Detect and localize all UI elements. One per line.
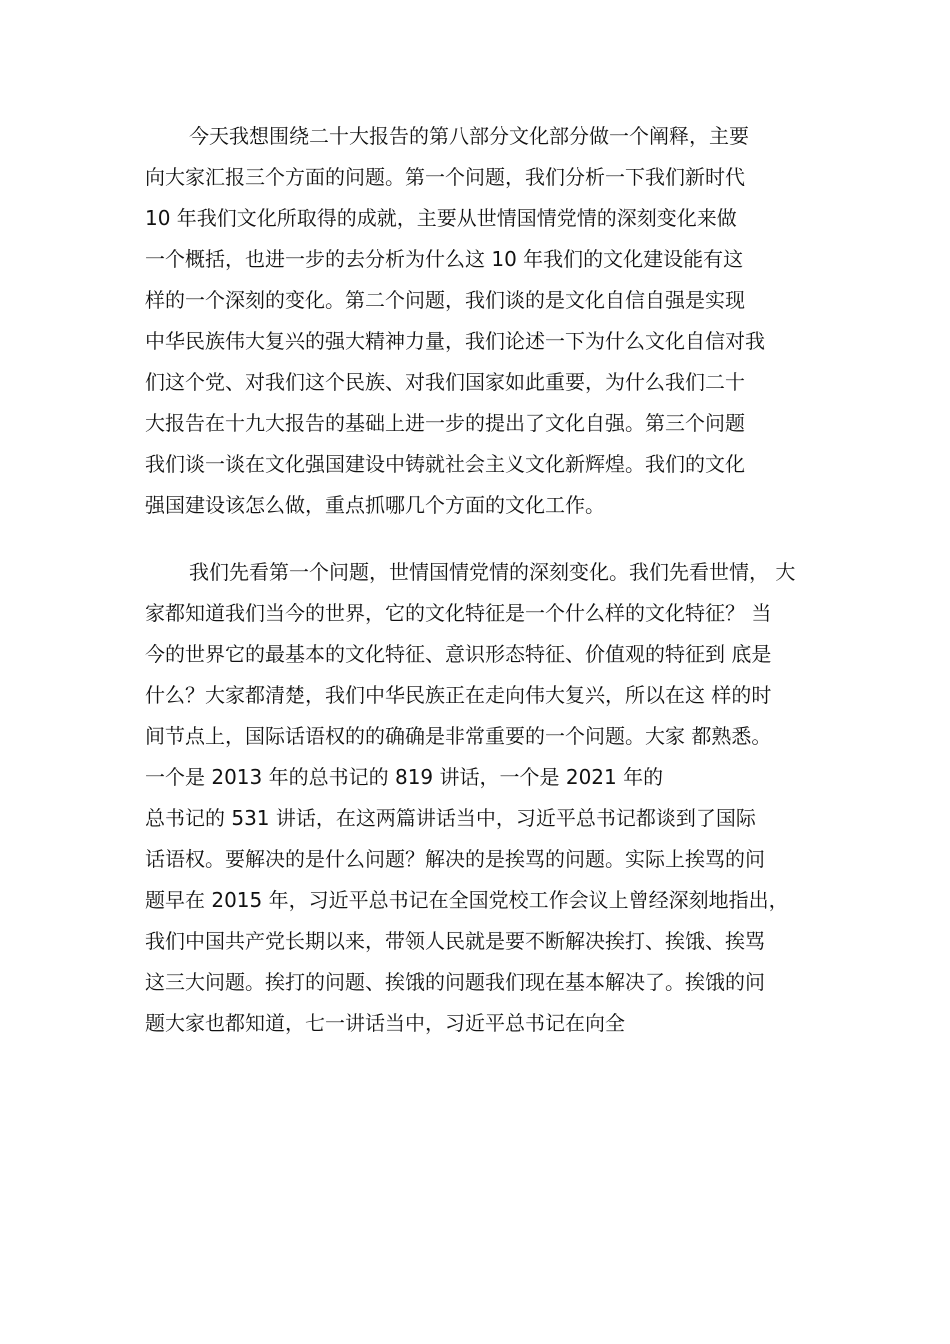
text-line: 我们先看第一个问题，世情国情党情的深刻变化。我们先看世情， 大 <box>189 560 796 584</box>
text-line: 今天我想围绕二十大报告的第八部分文化部分做一个阐释，主要 <box>189 124 749 148</box>
text-line: 大报告在十九大报告的基础上进一步的提出了文化自强。第三个问题 <box>145 411 745 435</box>
text-line: 题大家也都知道，七一讲话当中，习近平总书记在向全 <box>145 1011 625 1035</box>
text-line: 们这个党、对我们这个民族、对我们国家如此重要，为什么我们二十 <box>145 370 745 394</box>
text-line: 向大家汇报三个方面的问题。第一个问题，我们分析一下我们新时代 <box>145 165 745 189</box>
text-line: 10 年我们文化所取得的成就，主要从世情国情党情的深刻变化来做 <box>145 206 737 230</box>
text-line: 我们谈一谈在文化强国建设中铸就社会主义文化新辉煌。我们的文化 <box>145 452 745 476</box>
text-line: 家都知道我们当今的世界，它的文化特征是一个什么样的文化特征？ 当 <box>145 601 772 625</box>
text-line: 题早在 2015 年，习近平总书记在全国党校工作会议上曾经深刻地指出， <box>145 888 789 912</box>
text-line: 强国建设该怎么做，重点抓哪几个方面的文化工作。 <box>145 493 605 517</box>
paragraph-1 <box>145 116 845 526</box>
text-line: 今的世界它的最基本的文化特征、意识形态特征、价值观的特征到 底是 <box>145 642 772 666</box>
text-line: 间节点上，国际话语权的的确确是非常重要的一个问题。大家 都熟悉。 <box>145 724 772 748</box>
text-line: 一个概括，也进一步的去分析为什么这 10 年我们的文化建设能有这 <box>145 247 744 271</box>
text-line: 我们中国共产党长期以来，带领人民就是要不断解决挨打、挨饿、挨骂 <box>145 929 765 953</box>
text-line: 什么？大家都清楚，我们中华民族正在走向伟大复兴，所以在这 样的时 <box>145 683 772 707</box>
text-line: 中华民族伟大复兴的强大精神力量，我们论述一下为什么文化自信对我 <box>145 329 765 353</box>
text-line: 一个是 2013 年的总书记的 819 讲话，一个是 2021 年的 <box>145 765 664 789</box>
text-line: 话语权。要解决的是什么问题？解决的是挨骂的问题。实际上挨骂的问 <box>145 847 765 871</box>
text-line: 这三大问题。挨打的问题、挨饿的问题我们现在基本解决了。挨饿的问 <box>145 970 765 994</box>
paragraph-2 <box>145 552 845 1044</box>
text-line: 样的一个深刻的变化。第二个问题，我们谈的是文化自信自强是实现 <box>145 288 745 312</box>
text-line: 总书记的 531 讲话，在这两篇讲话当中，习近平总书记都谈到了国际 <box>145 806 756 830</box>
